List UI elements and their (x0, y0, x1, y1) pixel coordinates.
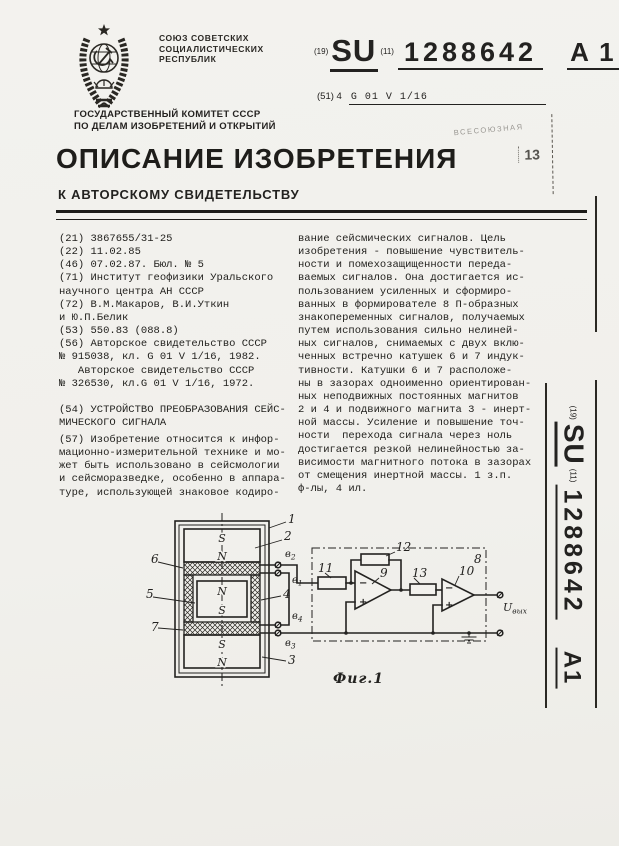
pole-label: N (217, 585, 227, 598)
seismic-sensor-assembly (175, 513, 269, 687)
op-amp-minus: − (359, 578, 368, 589)
output-voltage-label: $U_{вых}$ (503, 601, 527, 616)
side-publication-strip (546, 383, 598, 709)
document-title: ОПИСАНИЕ ИЗОБРЕТЕНИЯ (56, 143, 458, 174)
right-spacer-4 (251, 575, 260, 622)
figure-caption: Фиг.1 (333, 671, 384, 687)
shaper-circuit-8 (312, 548, 528, 643)
publication-number: 1288642 (398, 37, 543, 70)
side-inid-19: (19) (568, 405, 578, 420)
ipc-class: G 01 V 1/16 (349, 92, 546, 105)
ref-6: 6 (151, 552, 159, 566)
terminal-label-v4: $в_4$ (292, 611, 303, 624)
resistor-13 (410, 584, 436, 595)
ref-1: 1 (288, 512, 296, 526)
pole-label: S (218, 532, 226, 545)
output-terminal-signal (497, 592, 503, 598)
terminal-v4 (275, 622, 281, 628)
comparator-minus: − (445, 583, 454, 594)
committee-name: ГОСУДАРСТВЕННЫЙ КОМИТЕТ СССР ПО ДЕЛАМ ИЗОБРЕТЕНИЙ И ОТКРЫТИЙ (74, 109, 276, 132)
ref-5: 5 (146, 587, 154, 601)
terminal-v2 (275, 562, 281, 568)
resistor-11 (318, 577, 346, 589)
union-name: СОЮЗ СОВЕТСКИХ СОЦИАЛИСТИЧЕСКИХ РЕСПУБЛИК (159, 33, 264, 64)
ref-13: 13 (412, 566, 428, 580)
pole-label: N (217, 550, 227, 563)
ussr-coat-of-arms-icon (72, 22, 136, 112)
terminal-label-v2: $в_2$ (285, 549, 296, 562)
coil-6 (184, 562, 260, 575)
header-divider-rule (56, 210, 587, 220)
inid-code-51: (51) 4 (317, 91, 342, 102)
left-spacer (184, 575, 193, 622)
terminal-v1 (275, 570, 281, 576)
abstract-right-column: вание сейсмических сигналов. Цель изобретения - повышение чувствитель- ности и помехозащищенности переда- ваемых сигналов. Она достигается ис- пользованием усиленных и сформиро- ванных в формирователе 8 П-образных знакопеременных сигналов, получаемых путем использования сильно нелиней- ных сигналов, снимаемых с двух вклю- ченных встречно катушек 6 и 7 индук- тивности. Катушки 6 и 7 расположе- ны в зазорах одноименно ориентирован- ных неподвижных постоянных магнитов 2 и 4 и подвижного магнита 3 - инерт- ной массы. Усиление и повышение точ- ности перехода сигнала через ноль достигается резкой нелинейностью за- висимости магнитного потока в зазорах от смещения инертной массы. 1 з.п. ф-лы, 4 ил. (298, 233, 532, 495)
side-inid-11: (11) (568, 468, 578, 483)
publication-number-line (312, 33, 619, 72)
library-stamp (449, 114, 553, 196)
inid-code-19: (19) (314, 47, 329, 56)
ref-7: 7 (151, 620, 159, 634)
country-code: SU (330, 33, 378, 72)
ref-12: 12 (396, 540, 412, 554)
stamp-number: 13 (518, 146, 540, 162)
ref-8: 8 (474, 552, 482, 566)
abstract-left-column: (57) Изобретение относится к инфор- мационно-измерительной технике и мо- жет быть использовано в сейсмологии и сейсморазведке, особенно в аппара- туре, использующей знаковое кодиро- (59, 434, 286, 499)
side-country-code: SU (555, 422, 590, 467)
ref-3: 3 (288, 653, 296, 667)
page-edge-line (595, 196, 597, 332)
side-kind-code: A1 (556, 648, 586, 689)
ref-11: 11 (318, 561, 334, 575)
pole-label: S (218, 638, 226, 651)
ref-10: 10 (459, 564, 475, 578)
terminal-v3 (275, 630, 281, 636)
invention-title: (54) УСТРОЙСТВО ПРЕОБРАЗОВАНИЯ СЕЙС- МИЧЕСКОГО СИГНАЛА (59, 404, 286, 430)
ref-9: 9 (380, 566, 388, 580)
side-publication-number: 1288642 (556, 484, 587, 619)
star-icon (98, 24, 110, 35)
kind-code: A 1 (567, 37, 619, 70)
output-terminal-common (497, 630, 503, 636)
ipc-classification-line (317, 91, 546, 105)
resistor-12 (361, 554, 389, 565)
terminal-label-v3: $в_3$ (285, 638, 296, 651)
ref-4: 4 (283, 587, 291, 601)
inid-code-11: (11) (380, 47, 394, 56)
coil-7 (184, 622, 260, 635)
document-subtitle: К АВТОРСКОМУ СВИДЕТЕЛЬСТВУ (58, 187, 300, 202)
comparator-plus: + (445, 600, 454, 611)
ref-2: 2 (284, 529, 292, 543)
op-amp-plus: + (359, 597, 368, 608)
pole-label: N (217, 656, 227, 669)
stamp-text: ВСЕСОЮЗНАЯ (453, 122, 525, 138)
terminal-label-v1: $в_1$ (292, 575, 303, 588)
bibliographic-data: (21) 3867655/31-25 (22) 11.02.85 (46) 07.02.87. Бюл. № 5 (71) Институт геофизики Уральского научного центра АН СССР (72) В.М.Макаров, В.И.Уткин и Ю.П.Белик (53) 550.83 (088.8) (56) Авторское свидетельство СССР № 915038, кл. G 01 V 1/16, 1982. Авторское свидетельство СССР № 326530, кл.G 01 V 1/16, 1972. (59, 233, 274, 390)
pole-label: S (218, 604, 226, 617)
figure-1-diagram (55, 485, 555, 715)
